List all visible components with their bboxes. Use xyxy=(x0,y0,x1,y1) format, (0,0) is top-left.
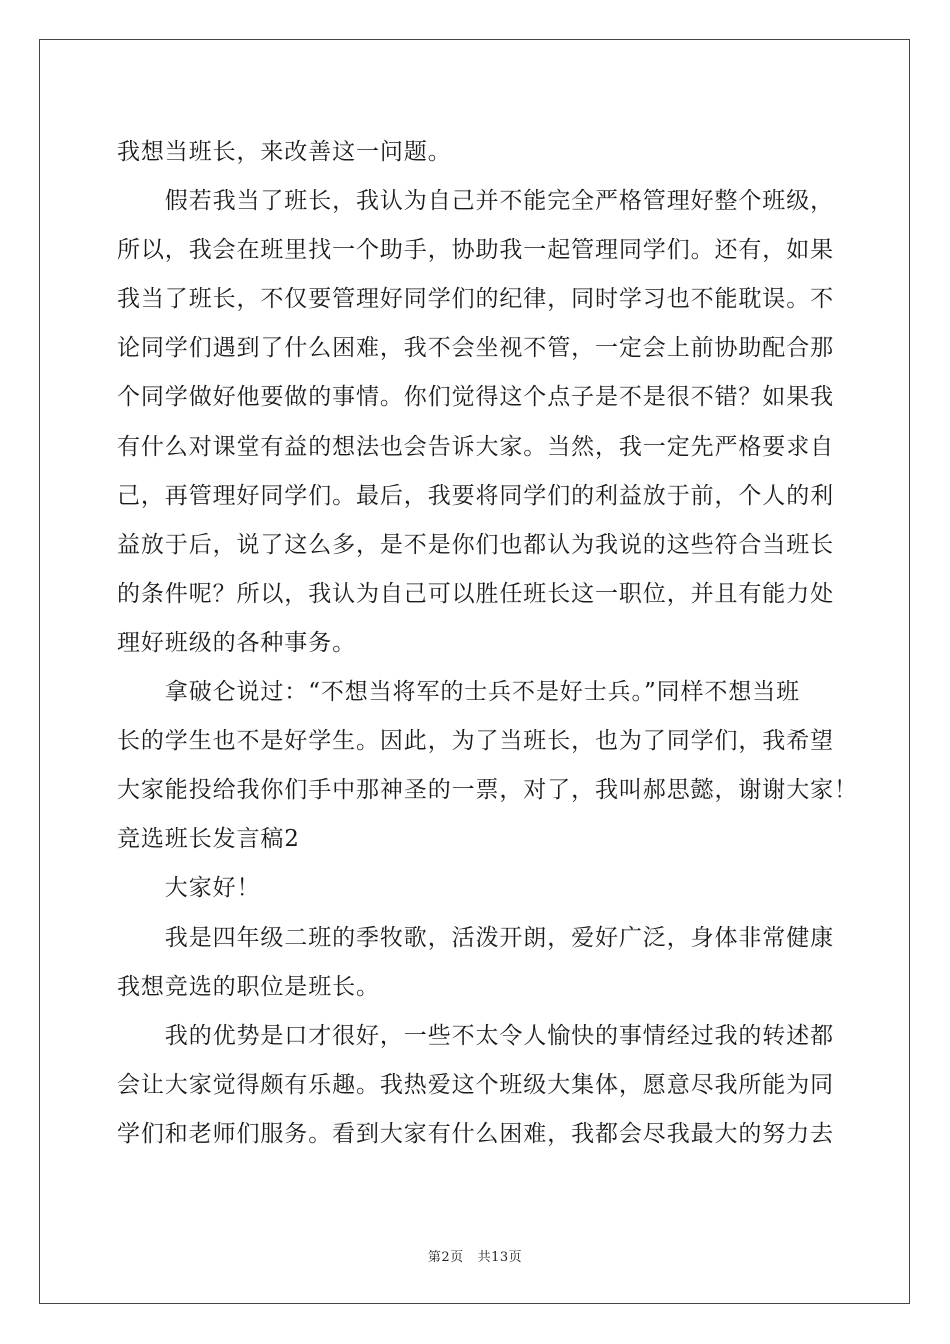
text-line: 理好班级的各种事务。 xyxy=(117,629,356,656)
text-line: 益放于后，说了这么多，是不是你们也都认为我说的这些符合当班长 xyxy=(117,531,834,558)
text-line: 长的学生也不是好学生。因此，为了当班长，也为了同学们，我希望 xyxy=(117,728,834,755)
text-line: 有什么对课堂有益的想法也会告诉大家。当然，我一定先严格要求自 xyxy=(117,433,834,460)
text-line: 我是四年级二班的季牧歌，活泼开朗，爱好广泛，身体非常健康 xyxy=(117,924,834,951)
text-line: 拿破仑说过：“不想当将军的士兵不是好士兵。”同样不想当班 xyxy=(117,679,801,706)
text-line: 我想当班长，来改善这一问题。 xyxy=(117,139,452,165)
text-line: 大家好！ xyxy=(117,875,261,902)
text-line: 的条件呢？所以，我认为自己可以胜任班长这一职位，并且有能力处 xyxy=(117,580,834,607)
text-line: 论同学们遇到了什么困难，我不会坐视不管，一定会上前协助配合那 xyxy=(117,335,834,362)
text-line: 会让大家觉得颇有乐趣。我热爱这个班级大集体，愿意尽我所能为同 xyxy=(117,1071,834,1098)
text-line: 我当了班长，不仅要管理好同学们的纪律，同时学习也不能耽误。不 xyxy=(117,286,834,313)
page-number-current: 第2页 xyxy=(427,1250,464,1265)
document-body xyxy=(117,128,858,1159)
text-line: 己，再管理好同学们。最后，我要将同学们的利益放于前，个人的利 xyxy=(117,482,834,509)
text-line: 个同学做好他要做的事情。你们觉得这个点子是不是很不错？如果我 xyxy=(117,384,834,411)
text-line: 学们和老师们服务。看到大家有什么困难，我都会尽我最大的努力去 xyxy=(117,1120,834,1147)
text-line: 所以，我会在班里找一个助手，协助我一起管理同学们。还有，如果 xyxy=(117,237,834,264)
page-footer xyxy=(0,1246,950,1265)
page-number-total: 共13页 xyxy=(477,1250,523,1265)
text-line: 假若我当了班长，我认为自己并不能完全严格管理好整个班级， xyxy=(117,188,834,215)
text-line: 我的优势是口才很好，一些不太令人愉快的事情经过我的转述都 xyxy=(117,1022,834,1049)
text-line: 我想竞选的职位是班长。 xyxy=(117,973,380,1000)
section-heading: 竞选班长发言稿2 xyxy=(117,826,300,853)
text-line: 大家能投给我你们手中那神圣的一票，对了，我叫郝思懿，谢谢大家！ xyxy=(117,777,858,804)
